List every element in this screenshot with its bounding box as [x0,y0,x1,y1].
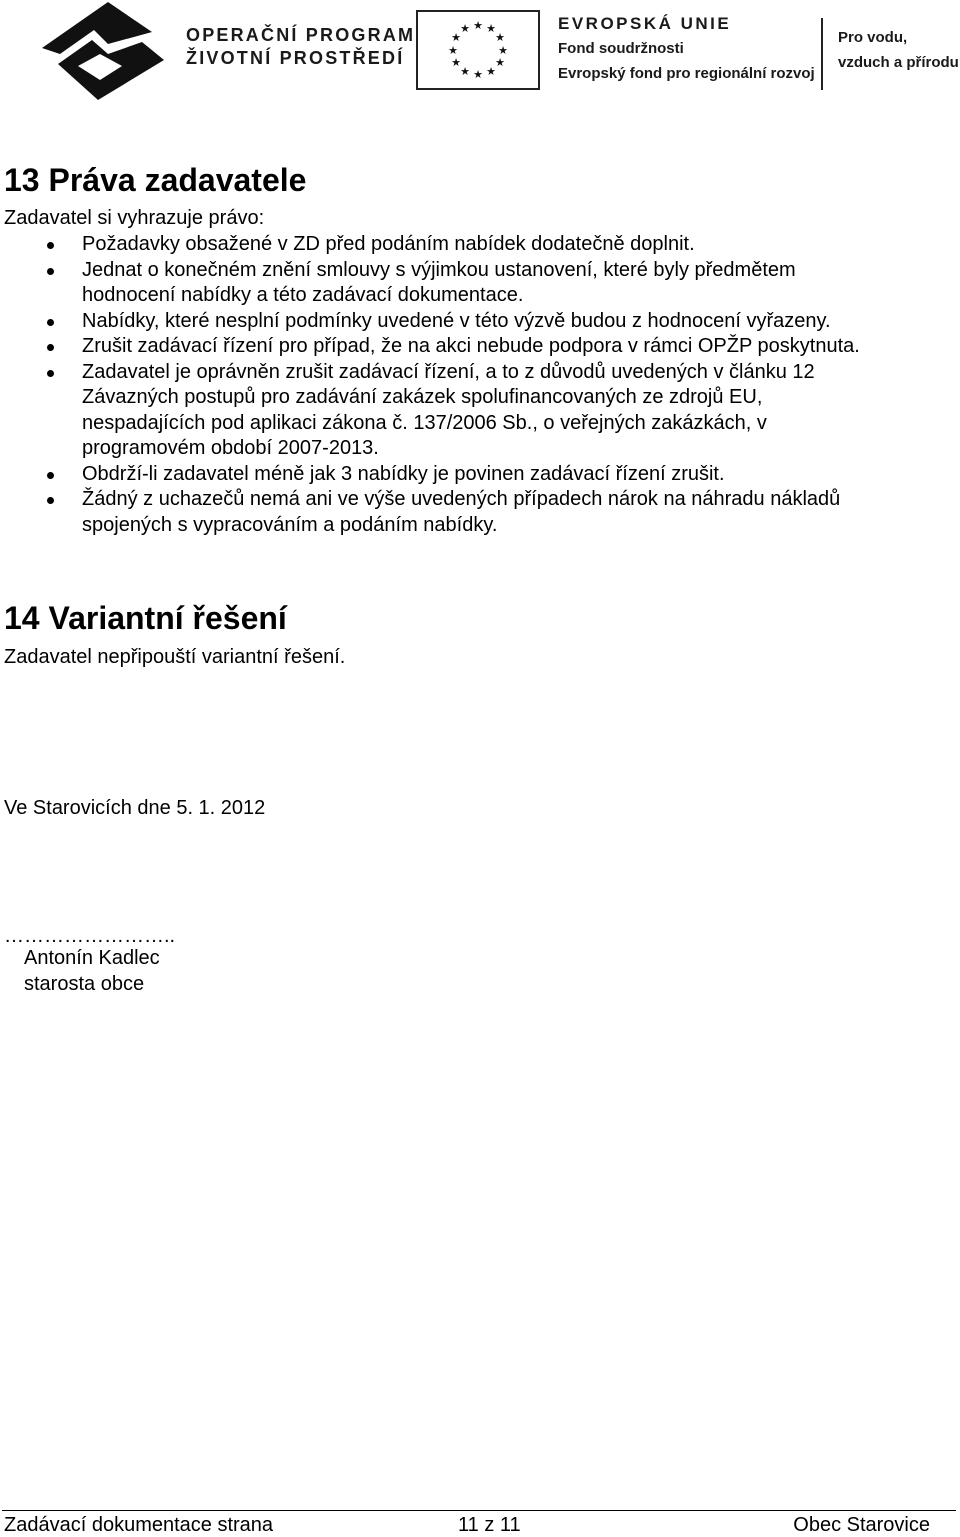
list-item: Zadavatel je oprávněn zrušit zadávací řízení, a to z důvodů uvedených v článku 12 Závazných postupů pro zadávání zakázek spolufinancovaných ze zdrojů EU, nespadajících pod aplikaci zákona č. 137/2006 Sb., o veřejných zakázkách, v programovém období 2007-2013. [0,360,950,462]
bullet-icon [47,497,54,504]
section-14-heading: 14 Variantní řešení [4,600,287,636]
bullet-icon [47,268,54,275]
list-item: Zrušit zadávací řízení pro případ, že na akci nebude podpora v rámci OPŽP poskytnuta. [0,334,950,360]
section-13-intro: Zadavatel si vyhrazuje právo: [4,207,265,229]
list-item: Žádný z uchazečů nemá ani ve výše uvedených případech nárok na náhradu nákladů spojených s vypracováním a podáním nabídky. [0,487,950,538]
header-divider [821,18,823,90]
list-item: Požadavky obsažené v ZD před podáním nabídek dodatečně doplnit. [0,232,950,258]
svg-text:★: ★ [473,68,483,81]
section-13-heading: 13 Práva zadavatele [4,162,307,198]
svg-text:★: ★ [451,56,461,69]
svg-text:★: ★ [486,65,496,78]
bullet-icon [47,472,54,479]
svg-text:★: ★ [498,44,508,57]
rights-list [0,232,950,538]
slogan-line-2: vzduch a přírodu [838,54,959,71]
program-line-1: OPERAČNÍ PROGRAM [186,25,416,45]
slogan-line-1: Pro vodu, [838,29,908,46]
list-item: Nabídky, které nesplní podmínky uvedené v této výzvě budou z hodnocení vyřazeny. [0,309,950,335]
bullet-icon [47,344,54,351]
place-date: Ve Starovicích dne 5. 1. 2012 [4,797,266,819]
eu-flag-icon [416,10,540,90]
svg-text:★: ★ [495,56,505,69]
signatory-role: starosta obce [24,973,145,995]
svg-text:★: ★ [460,65,470,78]
footer-right: Obec Starovice [793,1514,930,1536]
bullet-icon [47,319,54,326]
op-zp-logo-icon [38,2,168,100]
program-line-2: ŽIVOTNÍ PROSTŘEDÍ [186,48,405,68]
svg-text:★: ★ [448,44,458,57]
footer-left: Zadávací dokumentace strana [4,1514,274,1536]
eu-fund-2: Evropský fond pro regionální rozvoj [558,65,815,82]
program-title [186,24,415,70]
bullet-icon [47,370,54,377]
page-header [0,0,960,110]
svg-text:★: ★ [473,19,483,32]
svg-text:★: ★ [460,22,470,35]
footer-page-number: 11 z 11 [458,1514,521,1536]
eu-fund-1: Fond soudržnosti [558,40,684,57]
slogan [838,25,959,75]
svg-text:★: ★ [486,22,496,35]
signature-line: …………………….. [4,925,176,947]
bullet-icon [47,242,54,249]
list-item: Obdrží-li zadavatel méně jak 3 nabídky je povinen zadávací řízení zrušit. [0,462,950,488]
svg-text:★: ★ [451,31,461,44]
eu-text-block [558,12,815,86]
signatory-name: Antonín Kadlec [24,947,160,969]
list-item: Jednat o konečném znění smlouvy s výjimkou ustanovení, které byly předmětem hodnocení nabídky a této zadávací dokumentace. [0,258,950,309]
svg-text:★: ★ [495,31,505,44]
section-14-text: Zadavatel nepřipouští variantní řešení. [4,646,346,668]
footer-divider [2,1510,956,1511]
eu-title: EVROPSKÁ UNIE [558,14,732,33]
